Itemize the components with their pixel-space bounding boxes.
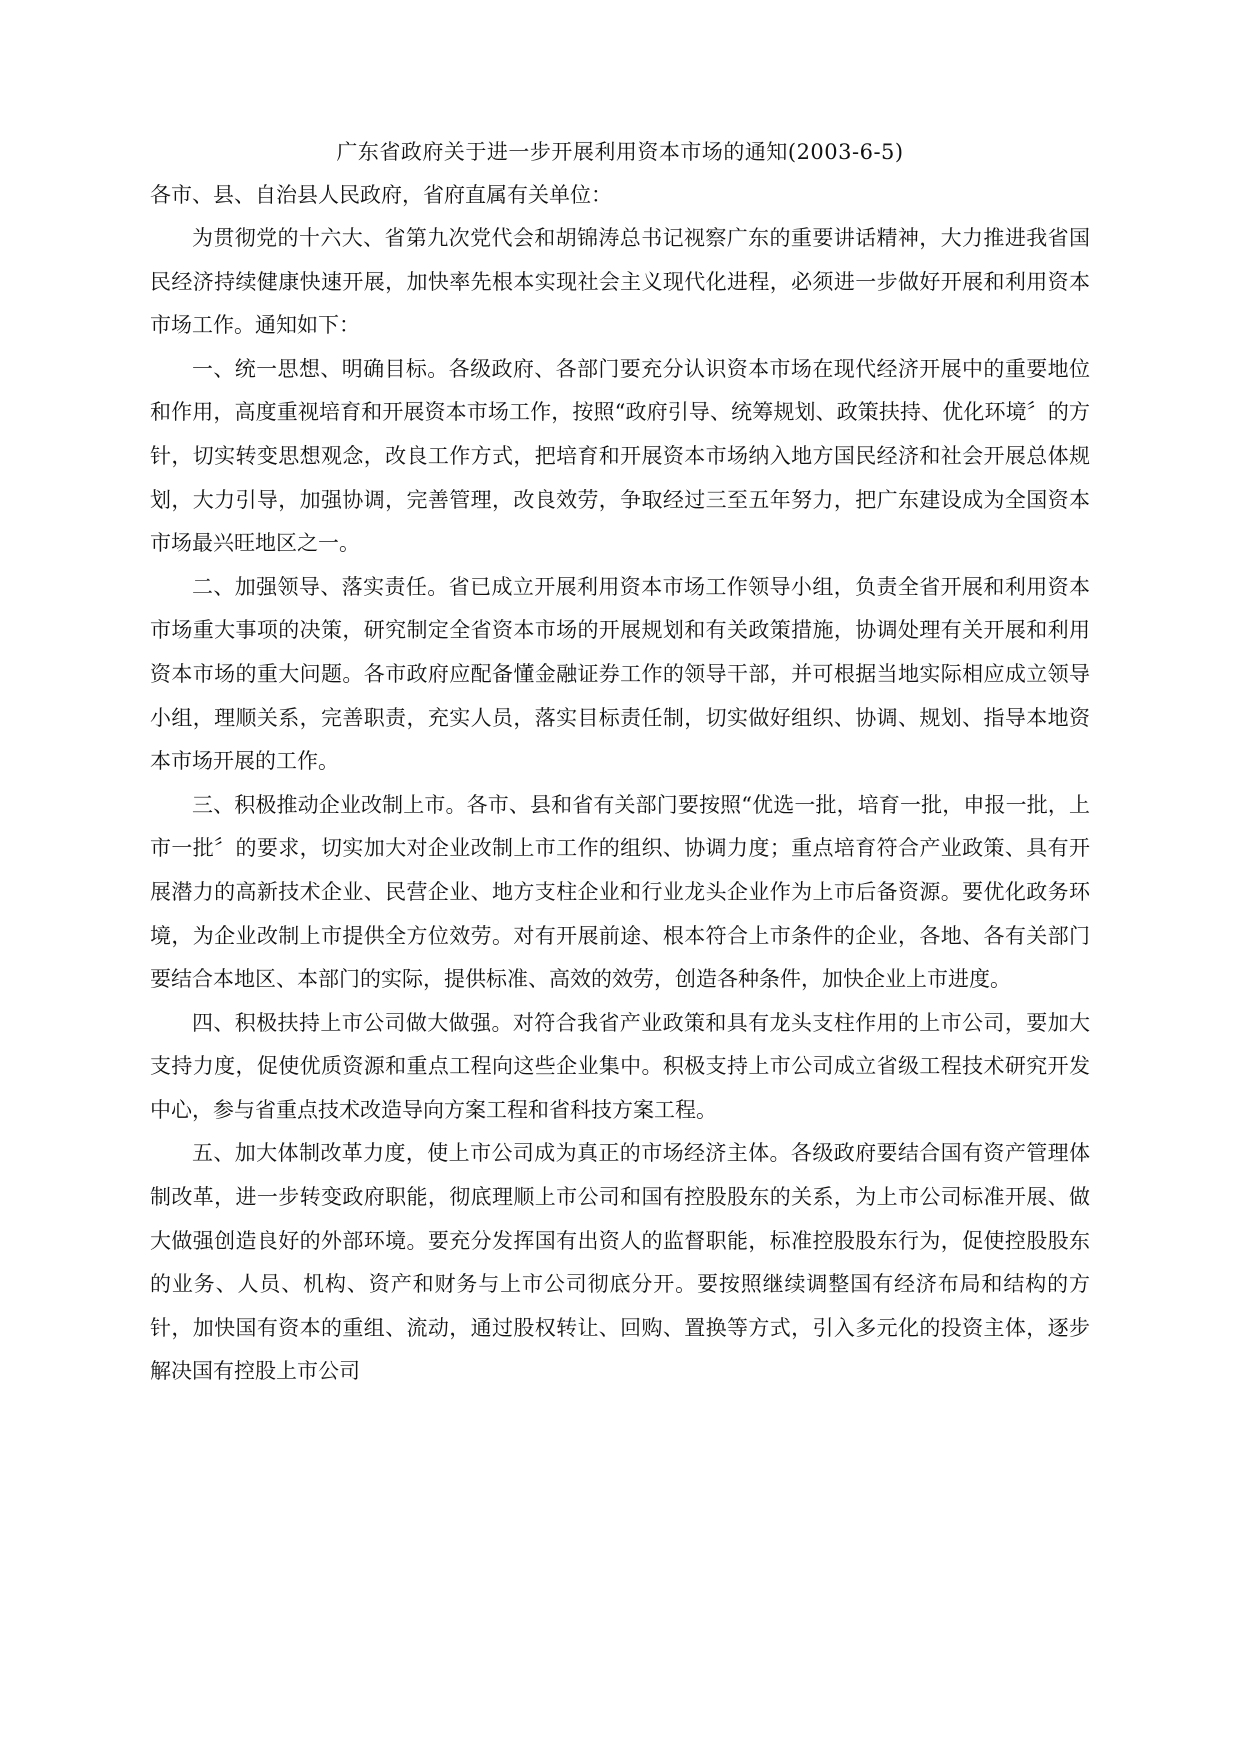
paragraph-section-1: 一、统一思想、明确目标。各级政府、各部门要充分认识资本市场在现代经济开展中的重要地位和作用，高度重视培育和开展资本市场工作，按照“政府引导、统筹规划、政策扶持、优化环境〞的方针，切实转变思想观念，改良工作方式，把培育和开展资本市场纳入地方国民经济和社会开展总体规划，大力引导，加强协调，完善管理，改良效劳，争取经过三至五年努力，把广东建设成为全国资本市场最兴旺地区之一。 xyxy=(150,356,1090,556)
paragraph-section-4: 四、积极扶持上市公司做大做强。对符合我省产业政策和具有龙头支柱作用的上市公司，要加大支持力度，促使优质资源和重点工程向这些企业集中。积极支持上市公司成立省级工程技术研究开发中心，参与省重点技术改造导向方案工程和省科技方案工程。 xyxy=(150,1010,1090,1122)
paragraph-section-3: 三、积极推动企业改制上市。各市、县和省有关部门要按照“优选一批，培育一批，申报一批，上市一批〞的要求，切实加大对企业改制上市工作的组织、协调力度；重点培育符合产业政策、具有开展潜力的高新技术企业、民营企业、地方支柱企业和行业龙头企业作为上市后备资源。要优化政务环境，为企业改制上市提供全方位效劳。对有开展前途、根本符合上市条件的企业，各地、各有关部门要结合本地区、本部门的实际，提供标准、高效的效劳，创造各种条件，加快企业上市进度。 xyxy=(150,792,1090,992)
document-title: 广东省政府关于进一步开展利用资本市场的通知(2003-6-5) xyxy=(336,140,904,164)
salutation: 各市、县、自治县人民政府，省府直属有关单位： xyxy=(150,183,612,207)
paragraph-section-5: 五、加大体制改革力度，使上市公司成为真正的市场经济主体。各级政府要结合国有资产管理体制改革，进一步转变政府职能，彻底理顺上市公司和国有控股股东的关系，为上市公司标准开展、做大做强创造良好的外部环境。要充分发挥国有出资人的监督职能，标准控股股东行为，促使控股股东的业务、人员、机构、资产和财务与上市公司彻底分开。要按照继续调整国有经济布局和结构的方针，加快国有资本的重组、流动，通过股权转让、回购、置换等方式，引入多元化的投资主体，逐步解决国有控股上市公司 xyxy=(150,1141,1090,1384)
paragraph-section-2: 二、加强领导、落实责任。省已成立开展利用资本市场工作领导小组，负责全省开展和利用资本市场重大事项的决策，研究制定全省资本市场的开展规划和有关政策措施，协调处理有关开展和利用资本市场的重大问题。各市政府应配备懂金融证券工作的领导干部，并可根据当地实际相应成立领导小组，理顺关系，完善职责，充实人员，落实目标责任制，切实做好组织、协调、规划、指导本地资本市场开展的工作。 xyxy=(150,574,1090,774)
document-page xyxy=(150,130,1090,1394)
paragraph-intro: 为贯彻党的十六大、省第九次党代会和胡锦涛总书记视察广东的重要讲话精神，大力推进我省国民经济持续健康快速开展，加快率先根本实现社会主义现代化进程，必须进一步做好开展和利用资本市场工作。通知如下： xyxy=(150,226,1090,338)
